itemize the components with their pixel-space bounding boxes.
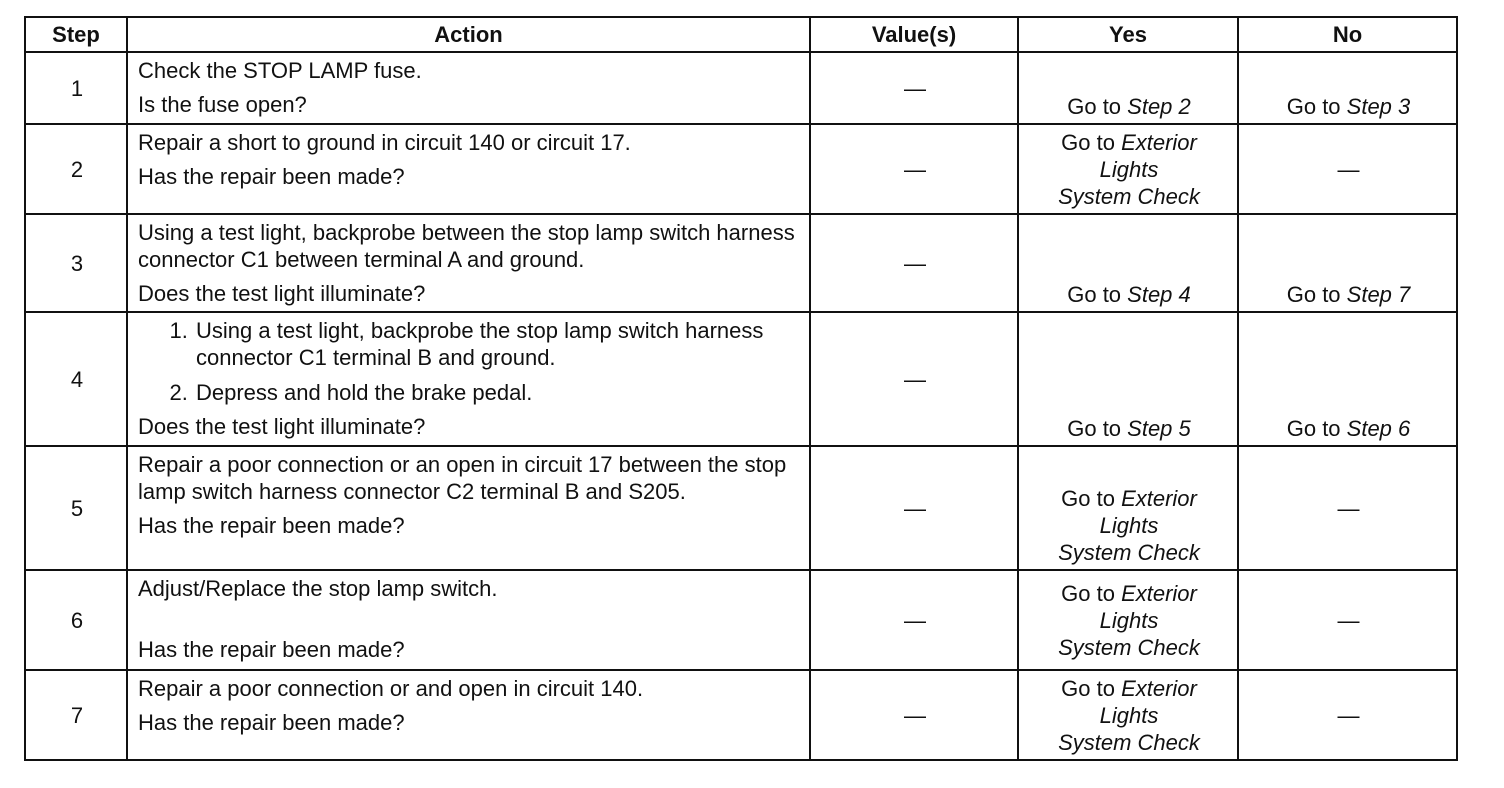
table-row bbox=[25, 312, 1457, 446]
header-action: Action bbox=[127, 17, 810, 52]
action-text: Repair a poor connection or an open in circuit 17 between the stop lamp switch harness connector C2 terminal B and S205. bbox=[138, 452, 787, 504]
substep-item: 1. Using a test light, backprobe the stop lamp switch harness connector C1 terminal B and ground. bbox=[194, 317, 801, 371]
yes-target-link-cont[interactable]: System Check bbox=[1058, 730, 1200, 755]
table-row bbox=[25, 124, 1457, 214]
no-cell: — bbox=[1238, 124, 1457, 214]
yes-cell bbox=[1018, 52, 1238, 124]
action-cell bbox=[127, 312, 810, 446]
yes-cell bbox=[1018, 570, 1238, 670]
action-question: Does the test light illuminate? bbox=[138, 281, 426, 306]
table-row bbox=[25, 214, 1457, 312]
action-cell bbox=[127, 670, 810, 760]
no-cell: — bbox=[1238, 670, 1457, 760]
table-row bbox=[25, 670, 1457, 760]
no-target-link[interactable]: Step 6 bbox=[1346, 416, 1411, 441]
header-yes: Yes bbox=[1018, 17, 1238, 52]
action-question: Is the fuse open? bbox=[138, 92, 307, 117]
yes-target-link-cont[interactable]: System Check bbox=[1058, 635, 1200, 660]
action-question: Has the repair been made? bbox=[138, 164, 405, 189]
action-question: Has the repair been made? bbox=[138, 637, 405, 662]
yes-target-link[interactable]: Exterior bbox=[1121, 676, 1197, 701]
table-row bbox=[25, 570, 1457, 670]
value-cell: — bbox=[810, 570, 1018, 670]
step-number: 3 bbox=[25, 214, 127, 312]
no-cell: — bbox=[1238, 570, 1457, 670]
action-cell bbox=[127, 214, 810, 312]
action-cell bbox=[127, 52, 810, 124]
action-question: Does the test light illuminate? bbox=[138, 414, 426, 439]
go-to-text: Go to bbox=[1067, 416, 1128, 441]
header-no: No bbox=[1238, 17, 1457, 52]
go-to-text: Go to bbox=[1286, 94, 1347, 119]
step-number: 4 bbox=[25, 312, 127, 446]
no-target-link[interactable]: Step 3 bbox=[1346, 94, 1411, 119]
action-cell bbox=[127, 124, 810, 214]
action-question: Has the repair been made? bbox=[138, 710, 405, 735]
go-to-text: Go to bbox=[1061, 130, 1122, 155]
step-number: 2 bbox=[25, 124, 127, 214]
yes-target-link[interactable]: Step 4 bbox=[1127, 282, 1191, 307]
header-row bbox=[25, 17, 1457, 52]
go-to-text: Go to bbox=[1061, 581, 1122, 606]
header-values: Value(s) bbox=[810, 17, 1018, 52]
go-to-text: Go to bbox=[1286, 416, 1347, 441]
step-number: 6 bbox=[25, 570, 127, 670]
yes-target-link[interactable]: Exterior bbox=[1121, 130, 1197, 155]
step-number: 7 bbox=[25, 670, 127, 760]
value-cell: — bbox=[810, 124, 1018, 214]
yes-target-link[interactable]: Step 5 bbox=[1127, 416, 1191, 441]
go-to-text: Go to bbox=[1061, 676, 1122, 701]
yes-target-link-cont[interactable]: System Check bbox=[1058, 184, 1200, 209]
go-to-text: Go to bbox=[1286, 282, 1347, 307]
substep-list bbox=[138, 317, 801, 406]
yes-target-link[interactable]: Exterior bbox=[1121, 581, 1197, 606]
no-cell bbox=[1238, 214, 1457, 312]
no-target-link[interactable]: Step 7 bbox=[1346, 282, 1411, 307]
action-text: Repair a poor connection or and open in circuit 140. bbox=[138, 676, 644, 701]
action-text: Repair a short to ground in circuit 140 or circuit 17. bbox=[138, 130, 631, 155]
go-to-text: Go to bbox=[1061, 486, 1122, 511]
value-cell: — bbox=[810, 312, 1018, 446]
yes-cell bbox=[1018, 214, 1238, 312]
yes-cell bbox=[1018, 124, 1238, 214]
go-to-text: Go to bbox=[1067, 282, 1128, 307]
yes-target-link-cont[interactable]: Lights bbox=[1099, 157, 1159, 182]
action-text: Adjust/Replace the stop lamp switch. bbox=[138, 576, 498, 601]
action-question: Has the repair been made? bbox=[138, 513, 405, 538]
step-number: 5 bbox=[25, 446, 127, 570]
action-cell bbox=[127, 446, 810, 570]
go-to-text: Go to bbox=[1067, 94, 1128, 119]
no-cell bbox=[1238, 312, 1457, 446]
yes-target-link-cont[interactable]: Lights bbox=[1099, 608, 1159, 633]
header-step: Step bbox=[25, 17, 127, 52]
yes-target-link-cont[interactable]: Lights bbox=[1099, 513, 1159, 538]
value-cell: — bbox=[810, 214, 1018, 312]
action-cell bbox=[127, 570, 810, 670]
yes-target-link-cont[interactable]: System Check bbox=[1058, 540, 1200, 565]
table-row bbox=[25, 446, 1457, 570]
table-row bbox=[25, 52, 1457, 124]
action-text: Using a test light, backprobe between the stop lamp switch harness connector C1 between terminal A and ground. bbox=[138, 220, 795, 272]
action-text: Check the STOP LAMP fuse. bbox=[138, 58, 422, 83]
yes-cell bbox=[1018, 446, 1238, 570]
yes-target-link[interactable]: Step 2 bbox=[1127, 94, 1191, 119]
no-cell: — bbox=[1238, 446, 1457, 570]
value-cell: — bbox=[810, 446, 1018, 570]
no-cell bbox=[1238, 52, 1457, 124]
yes-target-link[interactable]: Exterior bbox=[1121, 486, 1197, 511]
yes-cell bbox=[1018, 670, 1238, 760]
yes-target-link-cont[interactable]: Lights bbox=[1099, 703, 1159, 728]
yes-cell bbox=[1018, 312, 1238, 446]
diagnostic-table bbox=[24, 16, 1458, 761]
value-cell: — bbox=[810, 670, 1018, 760]
value-cell: — bbox=[810, 52, 1018, 124]
substep-item: 2. Depress and hold the brake pedal. bbox=[194, 379, 801, 406]
step-number: 1 bbox=[25, 52, 127, 124]
